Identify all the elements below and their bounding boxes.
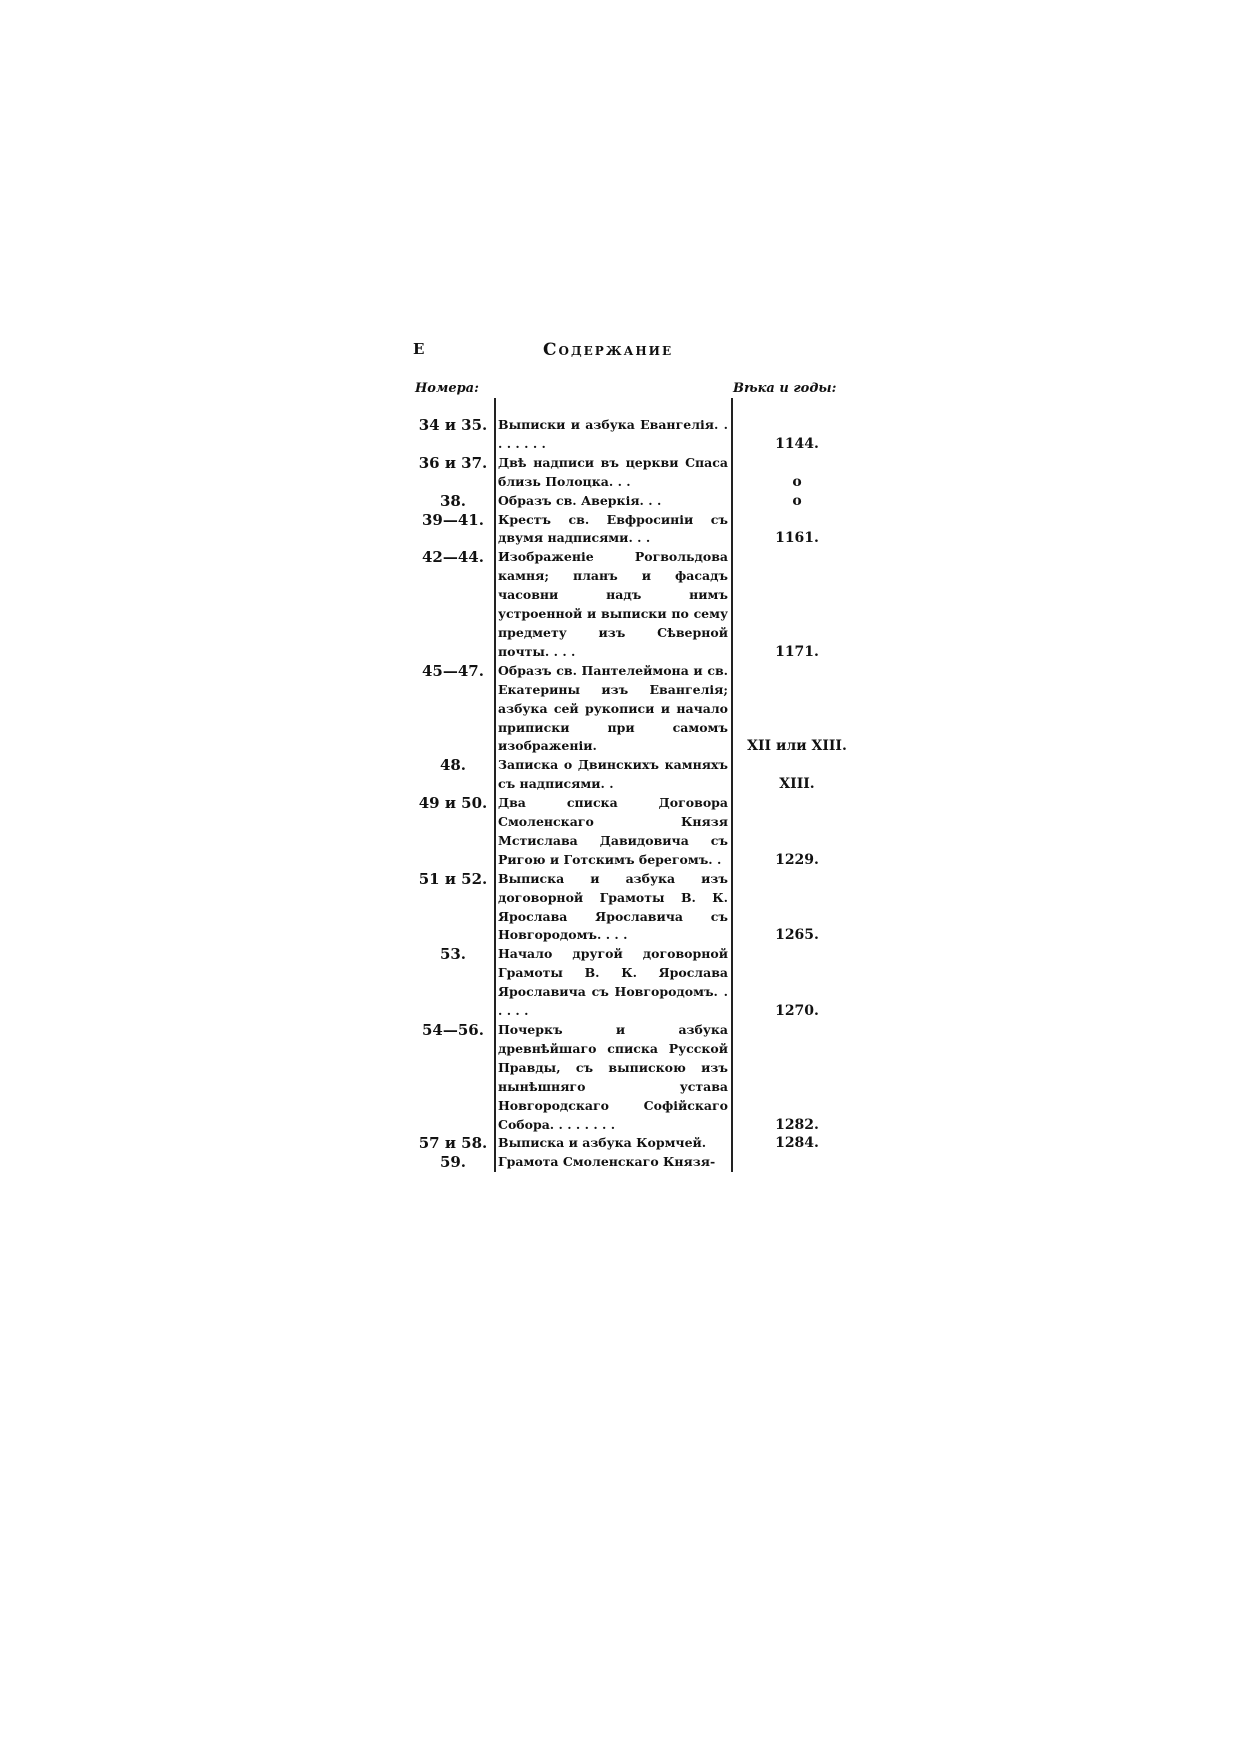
- entry-text: Двѣ надписи въ церкви Спаса близь Полоцка. . .: [498, 454, 728, 489]
- column-divider-right: [731, 398, 733, 1172]
- entry-number: 51 и 52.: [418, 869, 488, 888]
- entry-text: Грамота Смоленскаго Князя-: [498, 1154, 716, 1170]
- entry-number: 49 и 50.: [418, 794, 488, 813]
- entry-text: Изображеніе Рогвольдова камня; планъ и фасадъ часовни надъ нимъ устроенной и выписки по сему предмету изъ Сѣверной почты. . . .: [498, 549, 728, 659]
- entry-year: 1265.: [775, 927, 819, 944]
- page-content: [413, 340, 853, 1172]
- table-row: [413, 511, 853, 549]
- entry-year: о: [792, 492, 802, 509]
- table-row: [413, 870, 853, 946]
- entry-text: Образъ св. Пантелеймона и св. Екатерины изъ Евангелія; азбука сей рукописи и начало приписки при самомъ изображеніи.: [498, 662, 728, 754]
- table-header: [413, 368, 853, 396]
- entry-number: 42—44.: [422, 548, 484, 567]
- entry-year: 1229.: [775, 851, 819, 868]
- entry-year: 1270.: [775, 1003, 819, 1020]
- entry-year: 1282.: [775, 1116, 819, 1133]
- entry-text: Почеркъ и азбука древнѣйшаго списка Русской Правды, съ выпискою изъ нынѣшняго устава Новгородскаго Софійскаго Собора. . . . . . . .: [498, 1022, 728, 1132]
- entry-number: 34 и 35.: [418, 416, 488, 434]
- page-header: [413, 340, 853, 364]
- entry-number: 39—41.: [422, 510, 484, 529]
- table-row: [413, 945, 853, 1021]
- entry-number: 57 и 58.: [418, 1134, 488, 1153]
- entry-number: 59.: [439, 1153, 467, 1172]
- entry-text: Выписка и азбука изъ договорной Грамоты В. К. Ярослава Ярославича съ Новгородомъ. . . .: [498, 870, 728, 943]
- table-row: [413, 794, 853, 870]
- entry-year: XIII.: [779, 776, 815, 793]
- page-title: Содержание: [543, 340, 674, 360]
- page-number: E: [413, 340, 425, 358]
- entries-list: [413, 396, 853, 1172]
- table-row: [413, 548, 853, 661]
- entry-number: 54—56.: [422, 1021, 484, 1039]
- table-row: [413, 662, 853, 757]
- column-divider-left: [494, 398, 496, 1172]
- entry-number: 48.: [439, 756, 467, 775]
- contents-table: [413, 368, 853, 1172]
- table-row: [413, 1021, 853, 1134]
- table-row: [413, 454, 853, 492]
- entry-year: XII или XIII.: [747, 738, 847, 755]
- table-row: [413, 416, 853, 454]
- entry-text: Два списка Договора Смоленскаго Князя Мстислава Давидовича съ Ригою и Готскимъ берегомъ. .: [498, 795, 728, 867]
- entry-year: о: [792, 473, 802, 490]
- entry-text: Крестъ св. Евфросиніи съ двумя надписями. . .: [498, 511, 728, 546]
- entry-year: 1284.: [775, 1135, 819, 1152]
- entry-number: 45—47.: [422, 661, 484, 680]
- entry-year: [742, 1153, 852, 1172]
- entry-text: Выписки и азбука Евангелія. . . . . . . .: [498, 417, 728, 451]
- table-row: [413, 1153, 853, 1172]
- entry-number: 53.: [439, 945, 467, 964]
- numbers-column-header: Номера:: [415, 381, 479, 396]
- entry-number: 36 и 37.: [418, 453, 488, 472]
- entry-text: Начало другой договорной Грамоты В. К. Ярослава Ярославича съ Новгородомъ. . . . . .: [498, 946, 728, 1019]
- entry-text: Выписка и азбука Кормчей.: [498, 1135, 707, 1151]
- entry-number: 38.: [439, 491, 467, 510]
- entry-text: Образъ св. Аверкія. . .: [498, 492, 662, 508]
- entry-year: 1161.: [775, 530, 819, 547]
- table-row: [413, 492, 853, 511]
- entry-text: Записка о Двинскихъ камняхъ съ надписями. .: [498, 757, 728, 792]
- table-row: [413, 1134, 853, 1153]
- entry-year: 1144.: [775, 435, 819, 452]
- entry-year: 1171.: [775, 643, 819, 660]
- table-row: [413, 756, 853, 794]
- years-column-header: Вѣка и годы:: [733, 381, 837, 396]
